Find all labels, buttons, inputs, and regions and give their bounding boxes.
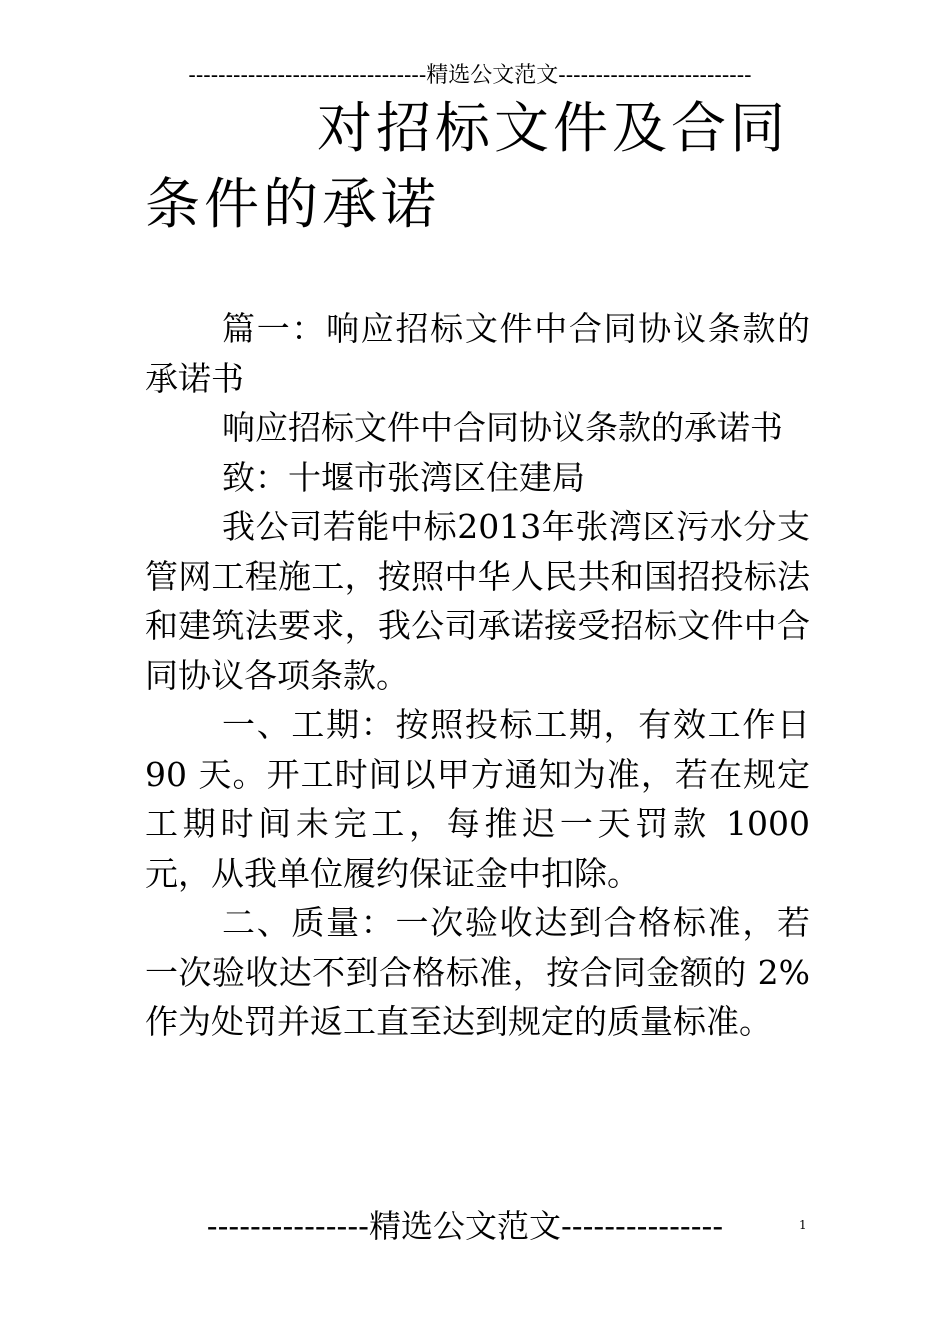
page-footer: ---------------精选公文范文--------------- (206, 1207, 724, 1245)
paragraph-addressee: 致：十堰市张湾区住建局 (222, 457, 585, 497)
paragraph-letter-title: 响应招标文件中合同协议条款的承诺书 (222, 408, 783, 447)
paragraph-commitment: 我公司若能中标2013年张湾区污水分支管网工程施工，按照中华人民共和国招投标法和建筑法要求，我公司承诺接受招标文件中合同协议各项条款。 (145, 507, 810, 695)
page-number: 1 (799, 1218, 807, 1232)
title-line-2: 条件的承诺 (145, 172, 441, 236)
paragraph-quality-clause: 二、质量：一次验收达到合格标准，若一次验收达不到合格标准，按合同金额的 2%作为处罚并返工直至达到规定的质量标准。 (145, 903, 810, 1041)
document-body (145, 304, 810, 1047)
title-line-1: 对招标文件及合同 (317, 96, 790, 160)
page-header: --------------------------------精选公文范文-------------------------- (188, 63, 752, 88)
paragraph-section-heading: 篇一：响应招标文件中合同协议条款的承诺书 (145, 309, 810, 398)
paragraph-schedule-clause: 一、工期：按照投标工期，有效工作日 90 天。开工时间以甲方通知为准，若在规定工期时间未完工，每推迟一天罚款 1000 元，从我单位履约保证金中扣除。 (145, 705, 810, 893)
document-title (145, 90, 815, 242)
